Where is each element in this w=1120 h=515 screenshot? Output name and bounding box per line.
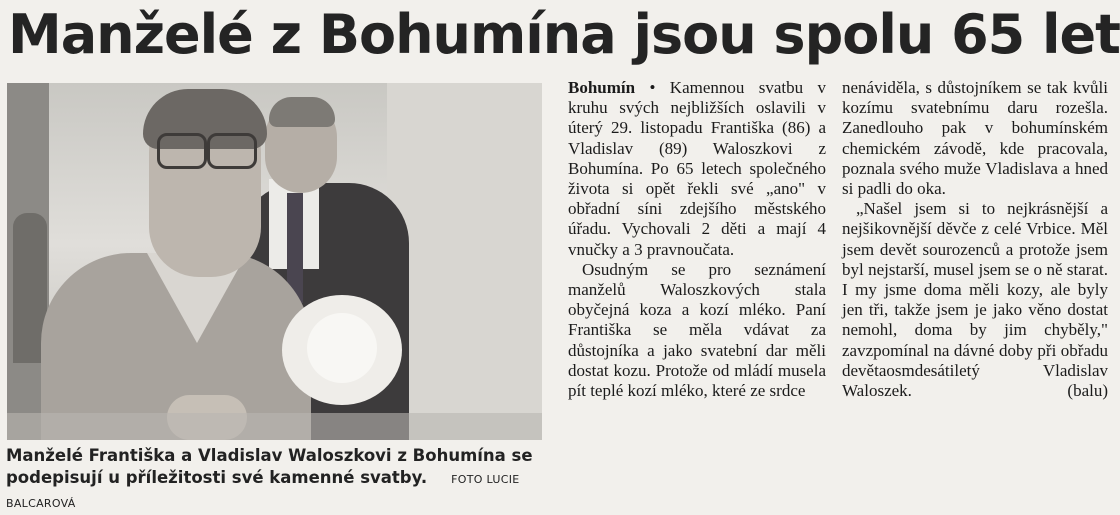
photo-caption <box>6 445 546 515</box>
paragraph-text: Kamennou svatbu v kruhu svých nejbližších oslavili v úterý 29. listopadu Františka (86) a Vladislav (89) Waloszkovi z Bohumína. Po 65 letech společného života si opět řekli své „ano" v obřadní síni zdejšího městského úřadu. Vychovali 2 děti a mají 4 vnučky a 3 pravnoučata. <box>568 78 827 259</box>
caption-text: Manželé Františka a Vladislav Waloszkovi z Bohumína se podepisují u příležitosti své kamenné svatby. <box>6 446 533 487</box>
article-column-1 <box>568 78 826 401</box>
photo-credit: FOTO LUCIE BALCAROVÁ <box>6 473 520 510</box>
article-paragraph: nenáviděla, s důstojníkem se tak kvůli kozímu svatebnímu daru rozešla. Zanedlouho pak v bohumínském chemickém závodě, kde pracovala, poznala svého muže Vladislava a hned si padli do oka. <box>842 78 1108 199</box>
article-column-2 <box>842 78 1108 401</box>
dateline-separator: • <box>649 78 656 97</box>
photo-couple-signing <box>7 83 542 440</box>
article-paragraph <box>568 78 826 260</box>
author-signature: (balu) <box>1067 381 1108 401</box>
article-paragraph: Osudným se pro seznámení manželů Waloszkových stala obyčejná koza a kozí mléko. Paní Františka se měla vdávat za důstojníka a jako svatební dar měli dostat kozu. Protože od mládí musela pít teplé kozí mléko, které ze srdce <box>568 259 826 401</box>
dateline: Bohumín <box>568 78 636 97</box>
headline: Manželé z Bohumína jsou spolu 65 let <box>8 3 1120 66</box>
article-paragraph <box>842 199 1108 401</box>
paragraph-text: „Našel jsem si to nejkrásnější a nejšikovnější děvče z celé Vrbice. Měl jsem devět sourozenců a protože jsem byl nejstarší, musel jsem se o ně starat. I my jsme doma měli kozy, ale byly jen tři, takže jsem je jako věno dostat nemohl, doma by jim chyběly," zavzpomínal na dávné doby při obřadu devětaosmdesátiletý Vladislav Waloszek. <box>842 199 1108 401</box>
